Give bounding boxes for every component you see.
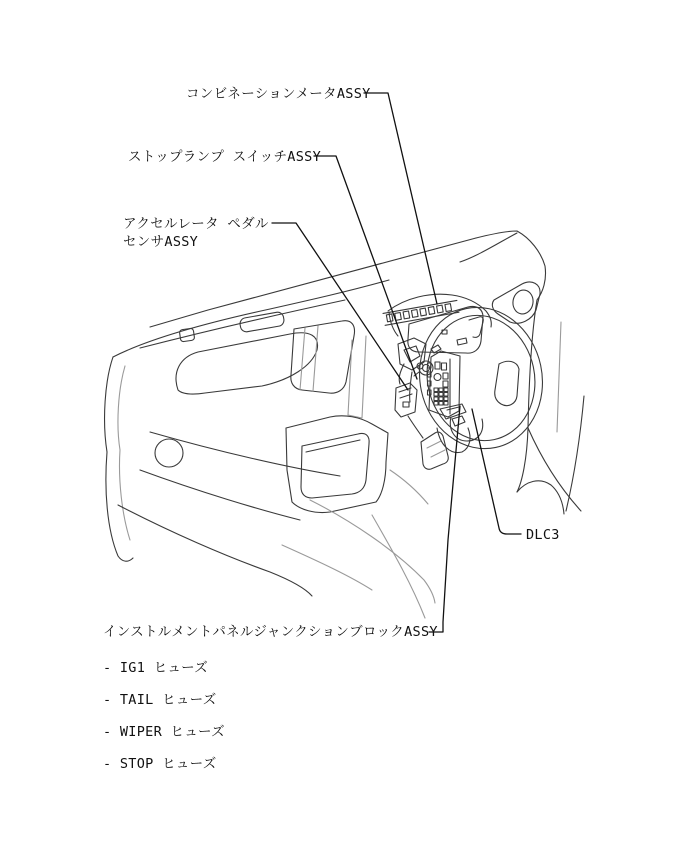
- callout-accelerator-pedal-sensor-line1: アクセルレータ ペダル: [123, 216, 269, 232]
- fuse-list-item-wiper: - WIPER ヒューズ: [103, 724, 225, 740]
- leader-dlc3: [472, 409, 521, 534]
- junction-block: [428, 345, 467, 426]
- fuse-list-item-stop: - STOP ヒューズ: [103, 756, 217, 772]
- callout-combination-meter: コンビネーションメータASSY: [186, 86, 371, 102]
- leader-accelerator-pedal-sensor: [272, 223, 408, 390]
- a-pillar-and-door: [460, 231, 584, 514]
- fuse-grid: [434, 388, 448, 405]
- fuse-list-item-ig1: - IG1 ヒューズ: [103, 660, 209, 676]
- callout-stop-lamp-switch: ストップランプ スイッチASSY: [128, 149, 321, 165]
- callout-dlc3: DLC3: [526, 527, 560, 543]
- dlc3-connector: [440, 404, 466, 426]
- callout-junction-block: インストルメントパネルジャンクションブロックASSY: [103, 624, 438, 640]
- dashboard-body: [105, 280, 398, 596]
- callout-accelerator-pedal-sensor-line2: センサASSY: [123, 234, 199, 250]
- leader-combination-meter: [364, 93, 437, 304]
- center-console: [286, 416, 388, 513]
- fuse-list-item-tail: - TAIL ヒューズ: [103, 692, 217, 708]
- steering-wheel: [407, 296, 556, 460]
